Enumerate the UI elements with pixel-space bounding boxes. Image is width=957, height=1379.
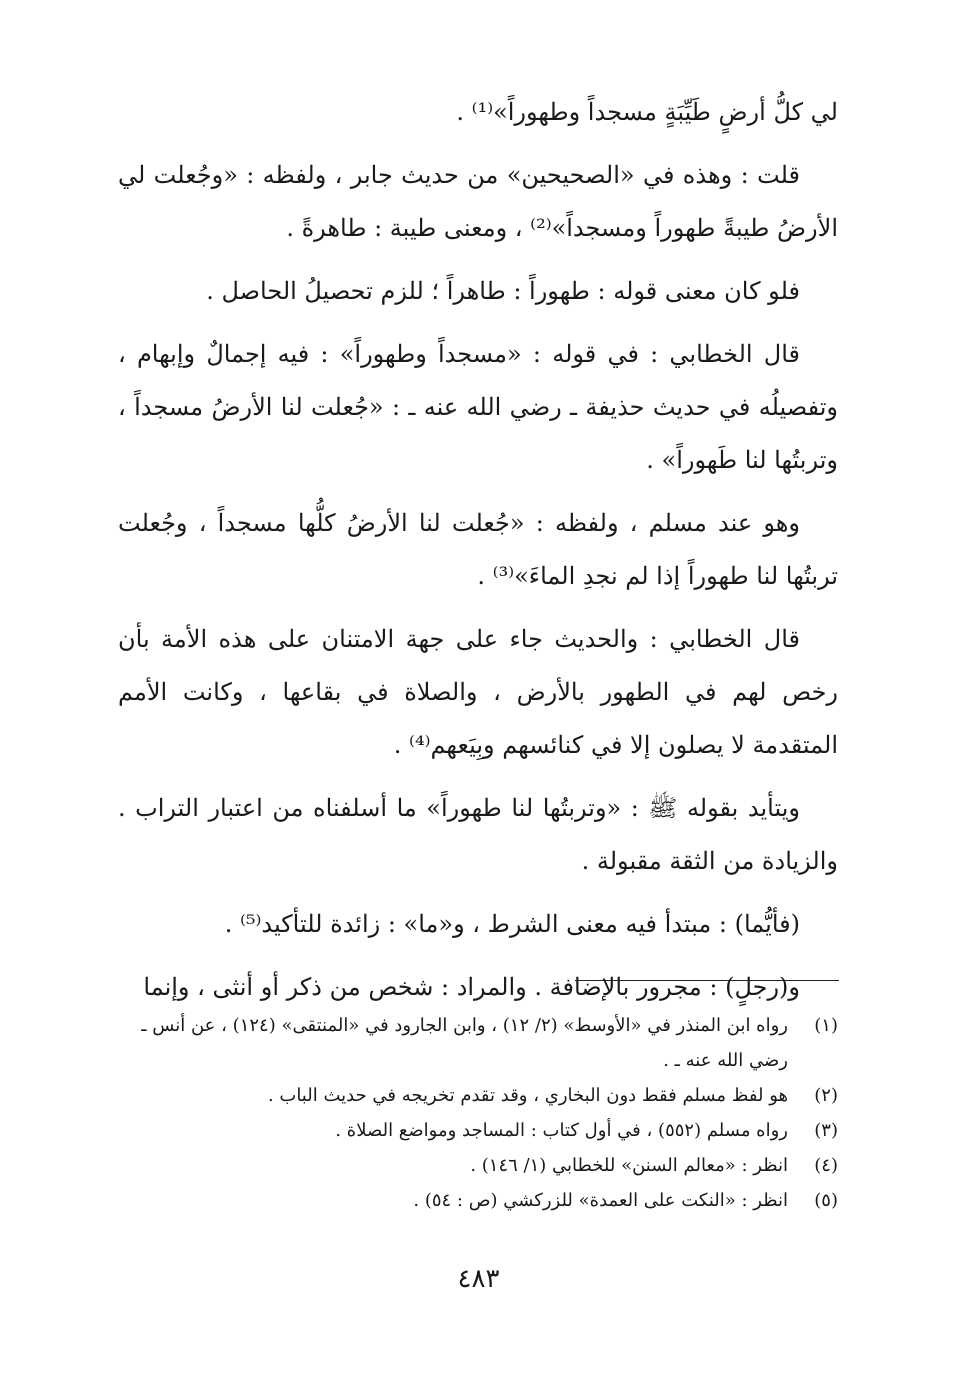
paragraph-3: فلو كان معنى قوله : طهوراً : طاهراً ؛ للزم تحصيلُ الحاصل . <box>206 277 800 305</box>
paragraph-5: وهو عند مسلم ، ولفظه : «جُعلت لنا الأرضُ كلُّها مسجداً ، وجُعلت تربتُها لنا طهوراً إذا لم نجدِ الماءَ»⁽³⁾ . <box>118 509 838 590</box>
footnote-text: انظر : «النكت على العمدة» للزركشي (ص : ٥٤) . <box>413 1190 788 1211</box>
footnote-text: انظر : «معالم السنن» للخطابي (١/ ١٤٦) . <box>470 1155 788 1176</box>
footnote-number: (٤) <box>814 1155 838 1176</box>
footnotes <box>118 1008 838 1218</box>
footnote-number: (٥) <box>814 1190 838 1211</box>
footnote-4 <box>118 1148 838 1183</box>
footnote-text: رواه مسلم (٥٥٢) ، في أول كتاب : المساجد ومواضع الصلاة . <box>335 1120 788 1141</box>
paragraph-2: قلت : وهذه في «الصحيحين» من حديث جابر ، ولفظه : «وجُعلت لي الأرضُ طيبةً طهوراً ومسجداً»⁽²⁾ ، ومعنى طيبة : طاهرةً . <box>118 161 838 242</box>
main-text <box>118 86 838 1024</box>
footnote-divider <box>575 980 839 981</box>
footnote-text: رواه ابن المنذر في «الأوسط» (٢/ ١٢) ، وابن الجارود في «المنتقى» (١٢٤) ، عن أنس ـ رضي الله عنه ـ . <box>141 1015 788 1071</box>
paragraph-7: ويتأيد بقوله ﷺ : «وتربتُها لنا طهوراً» ما أسلفناه من اعتبار التراب . والزيادة من الثقة مقبولة . <box>118 794 838 875</box>
page-number: ٤٨٣ <box>457 1264 500 1294</box>
footnote-5 <box>118 1183 838 1218</box>
paragraph-1: لي كلُّ أرضٍ طَيِّبَةٍ مسجداً وطهوراً»⁽¹⁾ . <box>456 98 838 126</box>
footnote-2 <box>118 1078 838 1113</box>
footnote-text: هو لفظ مسلم فقط دون البخاري ، وقد تقدم تخريجه في حديث الباب . <box>267 1085 788 1106</box>
footnote-number: (٢) <box>814 1085 838 1106</box>
footnote-number: (١) <box>814 1015 838 1036</box>
paragraph-8: (فأيُّما) : مبتدأ فيه معنى الشرط ، و«ما» : زائدة للتأكيد⁽⁵⁾ . <box>224 910 800 938</box>
paragraph-6: قال الخطابي : والحديث جاء على جهة الامتنان على هذه الأمة بأن رخص لهم في الطهور بالأرض ، والصلاة في بقاعها ، وكانت الأمم المتقدمة لا يصلون إلا في كنائسهم وبِيَعهم⁽⁴⁾ . <box>118 625 838 759</box>
footnote-number: (٣) <box>814 1120 838 1141</box>
paragraph-9: و(رجلٍ) : مجرور بالإضافة . والمراد : شخص من ذكر أو أنثى ، وإنما <box>143 973 800 1001</box>
footnote-3 <box>118 1113 838 1148</box>
paragraph-4: قال الخطابي : في قوله : «مسجداً وطهوراً» : فيه إجمالٌ وإبهام ، وتفصيلُه في حديث حذيفة ـ رضي الله عنه ـ : «جُعلت لنا الأرضُ مسجداً ، وتربتُها لنا طَهوراً» . <box>118 340 838 474</box>
footnote-1 <box>118 1008 838 1078</box>
